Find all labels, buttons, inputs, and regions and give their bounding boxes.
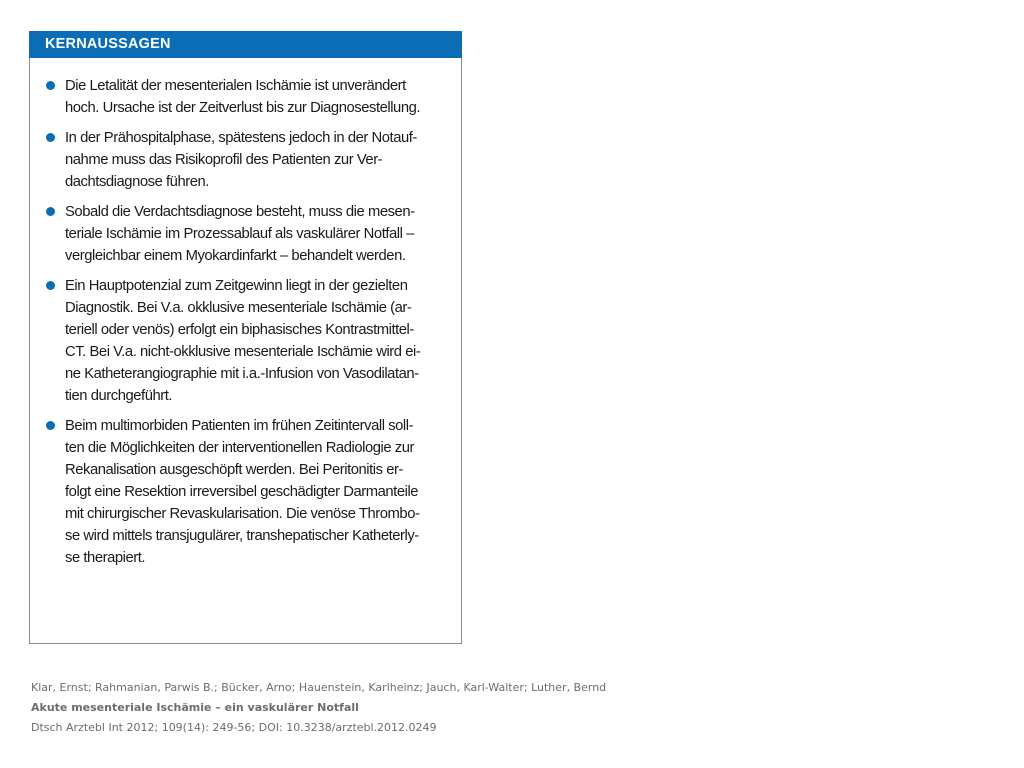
key-point (30, 201, 451, 267)
key-point (30, 127, 451, 193)
key-point-line: Rekanalisation ausgeschöpft werden. Bei Peritonitis er- (65, 462, 403, 478)
key-point-line: mit chirurgischer Revaskularisation. Die venöse Thrombo- (65, 506, 420, 522)
key-point-line: vergleichbar einem Myokardinfarkt – behandelt werden. (65, 248, 406, 264)
key-point-line: tien durchgeführt. (65, 388, 173, 404)
key-point-line: hoch. Ursache ist der Zeitverlust bis zur Diagnosestellung. (65, 100, 421, 116)
key-point-line: Beim multimorbiden Patienten im frühen Zeitintervall soll- (65, 418, 414, 434)
key-point-line: Diagnostik. Bei V.a. okklusive mesenteriale Ischämie (ar- (65, 300, 412, 316)
bullet-dot-icon (46, 133, 55, 142)
key-point-line: Die Letalität der mesenterialen Ischämie ist unverändert (65, 78, 406, 94)
key-points-list (30, 58, 461, 569)
key-point-line: folgt eine Resektion irreversibel geschädigter Darmanteile (65, 484, 419, 500)
citation-source: Dtsch Arztebl Int 2012; 109(14): 249-56; DOI: 10.3238/arztebl.2012.0249 (31, 721, 437, 734)
key-point (30, 275, 451, 407)
citation-authors: Klar, Ernst; Rahmanian, Parwis B.; Bücker, Arno; Hauenstein, Karlheinz; Jauch, Karl-Walter; Luther, Bernd (31, 681, 607, 694)
key-point-line: teriale Ischämie im Prozessablauf als vaskulärer Notfall – (65, 226, 414, 242)
key-point-line: ten die Möglichkeiten der interventionellen Radiologie zur (65, 440, 414, 456)
bullet-dot-icon (46, 421, 55, 430)
key-point (30, 75, 451, 119)
key-point-line: nahme muss das Risikoprofil des Patienten zur Ver- (65, 152, 383, 168)
citation-title: Akute mesenteriale Ischämie – ein vaskulärer Notfall (31, 701, 359, 714)
key-point-line: Sobald die Verdachtsdiagnose besteht, muss die mesen- (65, 204, 415, 220)
key-point-line: Ein Hauptpotenzial zum Zeitgewinn liegt in der gezielten (65, 278, 408, 294)
box-header: KERNAUSSAGEN (29, 31, 462, 58)
key-messages-box (29, 31, 462, 644)
bullet-dot-icon (46, 281, 55, 290)
key-point-line: CT. Bei V.a. nicht-okklusive mesenteriale Ischämie wird ei- (65, 344, 421, 360)
key-point-line: teriell oder venös) erfolgt ein biphasisches Kontrastmittel- (65, 322, 414, 338)
key-point-line: se therapiert. (65, 550, 146, 566)
key-point-line: dachtsdiagnose führen. (65, 174, 209, 190)
key-point-line: ne Katheterangiographie mit i.a.-Infusion von Vasodilatan- (65, 366, 419, 382)
key-point (30, 415, 451, 569)
bullet-dot-icon (46, 207, 55, 216)
key-point-line: se wird mittels transjugulärer, transhepatischer Katheterly- (65, 528, 419, 544)
bullet-dot-icon (46, 81, 55, 90)
citation (31, 678, 606, 738)
key-point-line: In der Prähospitalphase, spätestens jedoch in der Notauf- (65, 130, 417, 146)
